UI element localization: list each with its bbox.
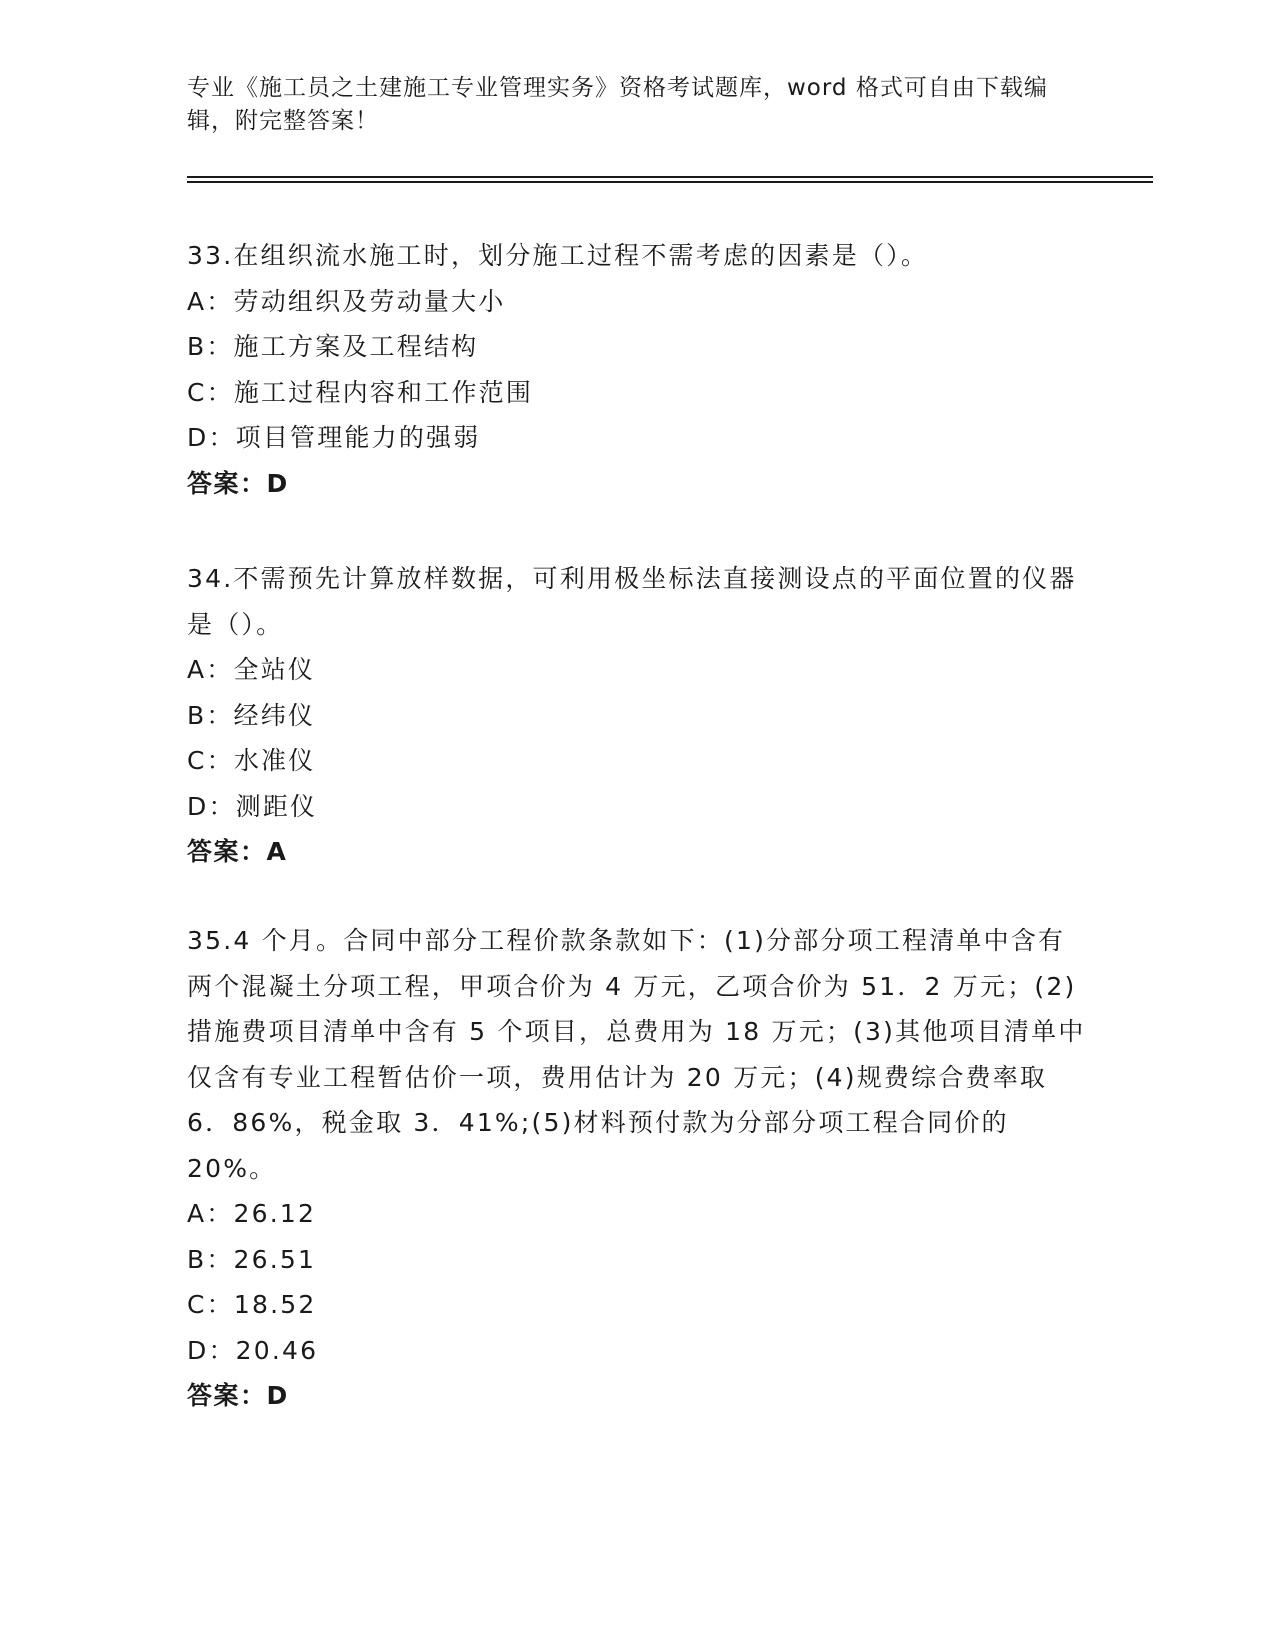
- document-header: 专业《施工员之土建施工专业管理实务》资格考试题库，word 格式可自由下载编辑，附完整答案！: [187, 75, 1048, 134]
- header-divider-bottom: [187, 181, 1153, 183]
- option-c: C：18.52: [187, 1290, 317, 1319]
- option-d: D：20.46: [187, 1335, 319, 1365]
- option-list: [187, 279, 1087, 461]
- option-a: A：全站仪: [187, 655, 316, 684]
- option-a: A：26.12: [187, 1199, 317, 1228]
- option-c: C：施工过程内容和工作范围: [187, 377, 534, 407]
- answer-line: 答案：A: [187, 837, 288, 866]
- question-stem: 35.4 个月。合同中部分工程价款条款如下：(1)分部分项工程清单中含有两个混凝土分项工程，甲项合价为 4 万元，乙项合价为 51．2 万元；(2)措施费项目清单中含有 5 个项目，总费用为 18 万元；(3)其他项目清单中仅含有专业工程暂估价一项，费用估计为 20 万元；(4)规费综合费率取 6．86%，税金取 3．41%;(5)材料预付款为分部分项工程合同价的 20%。: [187, 926, 1086, 1183]
- option-c: C：水准仪: [187, 746, 316, 775]
- answer-line: 答案：D: [187, 468, 289, 498]
- option-a: A：劳动组织及劳动量大小: [187, 286, 506, 316]
- option-b: B：施工方案及工程结构: [187, 332, 479, 361]
- question-35: [187, 918, 1087, 1419]
- question-33: [187, 233, 1087, 506]
- answer-line: 答案：D: [187, 1381, 289, 1410]
- option-b: B：26.51: [187, 1244, 317, 1274]
- option-d: D：测距仪: [187, 791, 318, 821]
- option-list: [187, 647, 1087, 829]
- question-34: [187, 556, 1087, 875]
- question-stem: 33.在组织流水施工时，划分施工过程不需考虑的因素是（）。: [187, 241, 929, 270]
- question-stem: 34.不需预先计算放样数据，可利用极坐标法直接测设点的平面位置的仪器是（）。: [187, 564, 1077, 639]
- option-b: B：经纬仪: [187, 700, 316, 730]
- option-list: [187, 1191, 1087, 1373]
- option-d: D：项目管理能力的强弱: [187, 423, 481, 452]
- header-divider-top: [187, 176, 1153, 178]
